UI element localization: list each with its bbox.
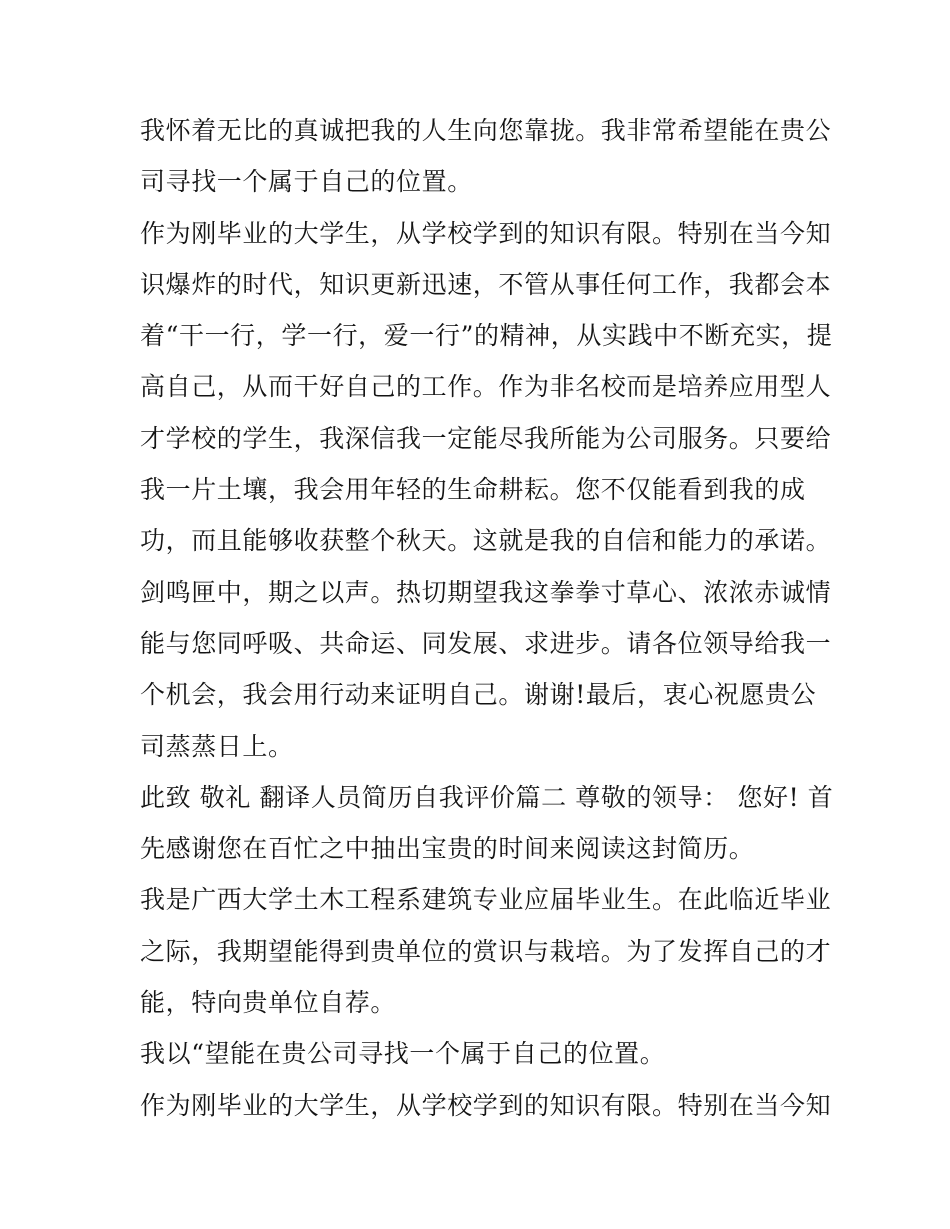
- text-line: 着“干一行，学一行，爱一行”的精神，从实践中不断充实，提: [140, 321, 833, 351]
- text-line: 司蒸蒸日上。: [140, 731, 294, 761]
- text-line: 我以“望能在贵公司寻找一个属于自己的位置。: [140, 1039, 666, 1069]
- text-line: 此致 敬礼 翻译人员简历自我评价篇二 尊敬的领导： 您好! 首: [140, 782, 834, 812]
- text-line: 司寻找一个属于自己的位置。: [140, 167, 473, 197]
- text-line: 高自己，从而干好自己的工作。作为非名校而是培养应用型人: [140, 372, 832, 402]
- text-line: 我是广西大学土木工程系建筑专业应届毕业生。在此临近毕业: [140, 885, 832, 915]
- text-line: 识爆炸的时代，知识更新迅速，不管从事任何工作，我都会本: [140, 269, 832, 299]
- text-line: 能，特向贵单位自荐。: [140, 988, 397, 1018]
- text-line: 才学校的学生，我深信我一定能尽我所能为公司服务。只要给: [140, 423, 832, 453]
- text-line: 我怀着无比的真诚把我的人生向您靠拢。我非常希望能在贵公: [140, 116, 832, 145]
- text-line: 剑鸣匣中，期之以声。热切期望我这拳拳寸草心、浓浓赤诚情: [140, 577, 832, 607]
- text-line: 我一片土壤，我会用年轻的生命耕耘。您不仅能看到我的成: [140, 475, 806, 505]
- body-text: [140, 105, 834, 1131]
- text-line: 作为刚毕业的大学生，从学校学到的知识有限。特别在当今知: [140, 1090, 832, 1120]
- text-line: 之际，我期望能得到贵单位的赏识与栽培。为了发挥自己的才: [140, 936, 832, 966]
- text-line: 个机会，我会用行动来证明自己。谢谢!最后，衷心祝愿贵公: [140, 680, 817, 710]
- text-line: 功，而且能够收获整个秋天。这就是我的自信和能力的承诺。: [140, 526, 832, 556]
- text-line: 作为刚毕业的大学生，从学校学到的知识有限。特别在当今知: [140, 218, 832, 248]
- text-line: 能与您同呼吸、共命运、同发展、求进步。请各位领导给我一: [140, 628, 832, 658]
- text-line: 先感谢您在百忙之中抽出宝贵的时间来阅读这封简历。: [140, 834, 755, 864]
